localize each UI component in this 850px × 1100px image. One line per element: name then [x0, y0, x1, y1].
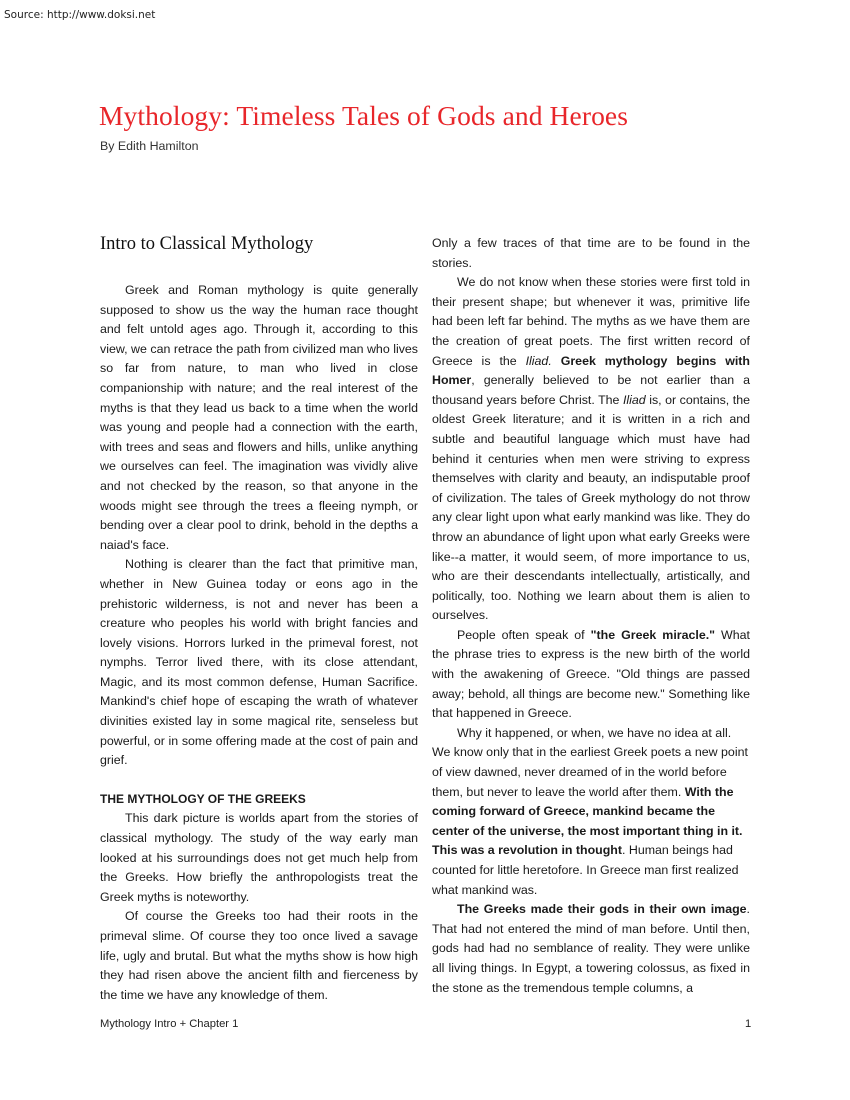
paragraph: Nothing is clearer than the fact that primitive man, whether in New Guinea today or eons ago in the prehistoric wilderness, is not and never has been a creature who peoples his world with bright fancies and lovely visions. Horrors lurked in the primeval forest, not nymphs. Terror lived there, with its close attendant, Magic, and its most common defense, Human Sacrifice. Mankind's chief hope of escaping the wrath of whatever divinities existed lay in some magical rite, senseless but powerful, or in some offering made at the cost of pain and grief.	[100, 557, 418, 768]
paragraph: Greek and Roman mythology is quite generally supposed to show us the way the human race thought and felt untold ages ago. Through it, according to this view, we can retrace the path from civilized man who lives so far from nature, to man who lived in close companionship with nature; and the real interest of the myths is that they lead us back to a time when the world was young and people had a connection with the earth, with trees and seas and flowers and hills, unlike anything we ourselves can feel. The imagination was vividly alive and not checked by the reason, so that anyone in the woods might see through the trees a fleeing nymph, or bending over a clear pool to drink, behold in the depths a naiad's face.	[100, 283, 418, 552]
subsection-heading: THE MYTHOLOGY OF THE GREEKS	[100, 791, 306, 806]
left-column	[100, 231, 418, 1005]
page-number: 1	[745, 1018, 752, 1030]
section-heading: Intro to Classical Mythology	[100, 234, 314, 254]
source-label: Source: http://www.doksi.net	[4, 9, 156, 21]
paragraph: We do not know when these stories were first told in their present shape; but whenever it was, primitive life had been left far behind. The myths as we have them are the creation of great poets. The first written record of Greece is the Iliad. Greek mythology begins with Homer, generally believed to be not earlier than a thousand years before Christ. The Iliad is, or contains, the oldest Greek literature; and it is written in a rich and subtle and beautiful language which must have had behind it centuries when men were striving to express themselves with clarity and beauty, an indisputable proof of civilization. The tales of Greek mythology do not throw any clear light upon what early mankind was like. They do throw an abundance of light upon what early Greeks were like--a matter, it would seem, of more importance to us, who are their descendants intellectually, artistically, and politically, too. Nothing we learn about them is alien to ourselves.	[432, 275, 750, 623]
paragraph: This dark picture is worlds apart from the stories of classical mythology. The study of the way early man looked at his surroundings does not get much help from the Greeks. How briefly the anthropologists treat the Greek myths is noteworthy.	[100, 811, 418, 904]
paragraph: Why it happened, or when, we have no idea at all. We know only that in the earliest Greek poets a new point of view dawned, never dreamed of in the world before them, but never to leave the world after them. With the coming forward of Greece, mankind became the center of the universe, the most important thing in it. This was a revolution in thought. Human beings had counted for little heretofore. In Greece man first realized what mankind was.	[432, 725, 748, 897]
paragraph: The Greeks made their gods in their own image. That had not entered the mind of man before. Until then, gods had had no semblance of reality. They were unlike all living things. In Egypt, a towering colossus, as fixed in the stone as the tremendous temple columns, a	[432, 902, 750, 995]
footer-title: Mythology Intro + Chapter 1	[100, 1018, 239, 1030]
byline: By Edith Hamilton	[100, 139, 199, 153]
paragraph: Only a few traces of that time are to be found in the stories.	[432, 236, 750, 270]
right-column	[432, 234, 750, 998]
paragraph: People often speak of "the Greek miracle." What the phrase tries to express is the new birth of the world with the awakening of Greece. "Old things are passed away; behold, all things are become new." Something like that happened in Greece.	[432, 627, 750, 721]
paragraph: Of course the Greeks too had their roots in the primeval slime. Of course they too once lived a savage life, ugly and brutal. But what the myths show is how high they had risen above the ancient filth and fierceness by the time we have any knowledge of them.	[100, 909, 418, 1002]
page-title: Mythology: Timeless Tales of Gods and Heroes	[99, 100, 629, 131]
